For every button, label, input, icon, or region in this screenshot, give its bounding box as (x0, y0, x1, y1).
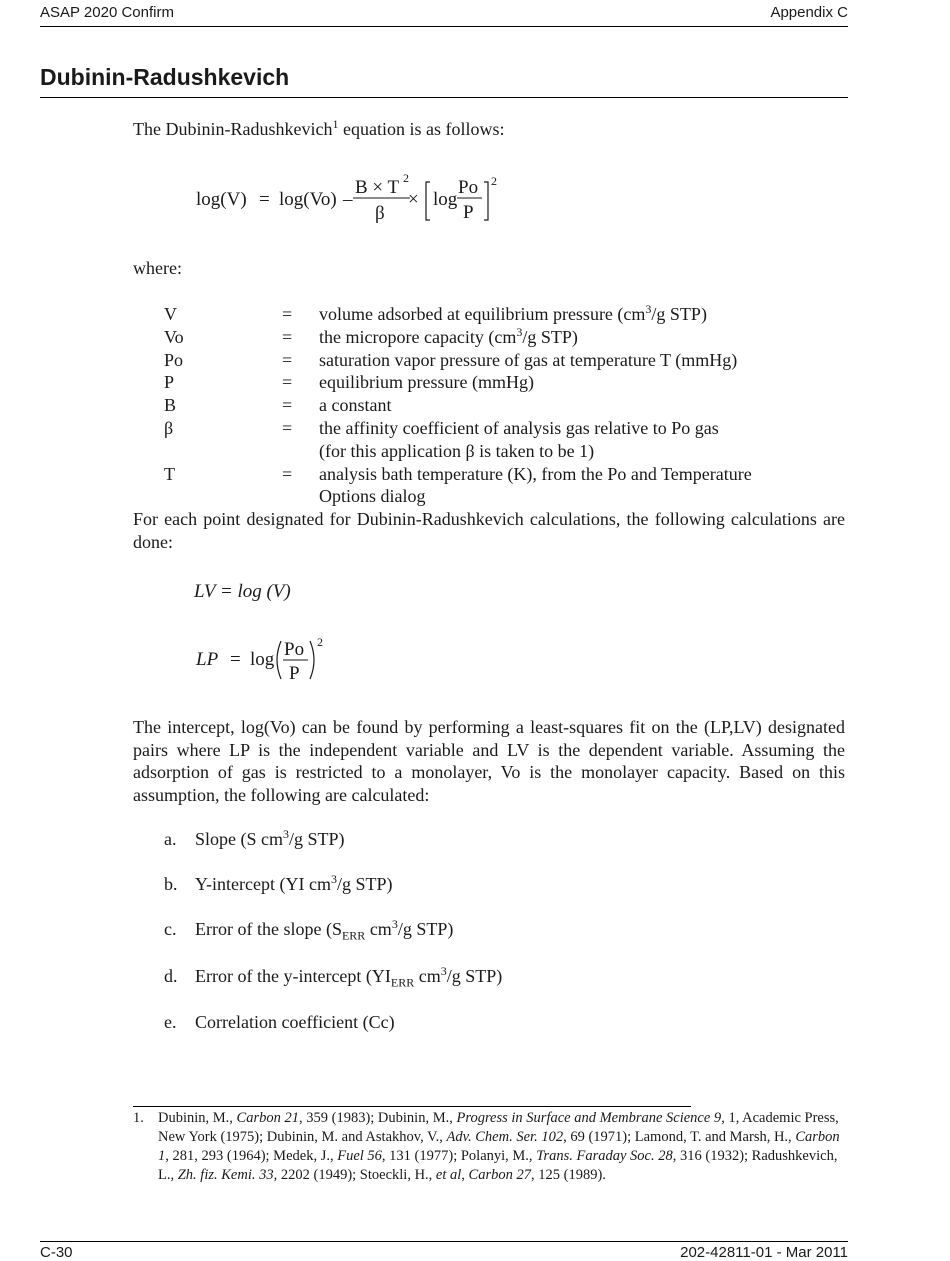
eq-frac-numerator: B × T (355, 177, 400, 198)
running-header-title: ASAP 2020 Confirm (40, 4, 174, 21)
definition-equals: = (282, 304, 293, 324)
list-item: a. Slope (S $cm^3/g$ STP) (164, 827, 345, 849)
definition-row (164, 371, 854, 394)
definition-symbol: T (164, 463, 175, 484)
eq-outer-exponent: 2 (491, 174, 497, 188)
eq-inner-denominator: P (463, 202, 474, 223)
citation-text: , 2202 (1949); Stoeckli, H., (273, 1167, 436, 1183)
title-rule (40, 97, 848, 98)
where-label: where: (133, 258, 182, 278)
lp-equals: = (230, 649, 241, 670)
eq-equals: = (259, 189, 270, 210)
lv-equation: LV = log (V) (194, 581, 291, 602)
definition-symbol: Vo (164, 326, 184, 347)
eq-lhs: log(V) (196, 189, 247, 210)
lp-denominator: P (289, 663, 300, 684)
definition-text: equilibrium pressure (mmHg) (319, 372, 534, 393)
intro-text: The Dubinin-Radushkevich (133, 119, 333, 139)
definition-text: saturation vapor pressure of gas at temperature T (mmHg) (319, 349, 738, 370)
citation-title: Trans. Faraday Soc. 28 (536, 1148, 673, 1164)
eq-right-bracket (484, 182, 488, 220)
citation-text: , 1, Academic Press, New York (1975); Dubinin, M. and Astakhov, V., (158, 1110, 839, 1145)
lp-lhs: LP (196, 649, 219, 670)
definition-text: volume adsorbed at equilibrium pressure ($cm^3/g$ STP) (319, 302, 707, 324)
eq-frac-denominator: β (375, 203, 385, 224)
footnote-rule (133, 1106, 691, 1107)
calculations-intro: For each point designated for Dubinin-Radushkevich calculations, the following calculations are done: (133, 509, 845, 552)
intro-text-end: equation is as follows: (338, 119, 505, 139)
definition-row (164, 463, 854, 509)
definition-equals: = (282, 463, 293, 484)
footnote (133, 1109, 845, 1185)
definitions-list (164, 303, 854, 508)
definition-equals: = (282, 326, 293, 347)
eq-left-bracket (426, 182, 430, 220)
lp-left-paren (277, 641, 281, 679)
definition-equals: = (282, 395, 293, 416)
citation-text: , 69 (1971); Lamond, T. and Marsh, H., (563, 1129, 796, 1145)
definition-text: analysis bath temperature (K), from the Po and Temperature Options dialog (319, 463, 752, 507)
list-item: d. Error of the y-intercept ($YI_{ERR}$ $cm^3/g$ STP) (164, 964, 503, 990)
citation-title: Progress in Surface and Membrane Science 9 (456, 1110, 722, 1126)
eq-inner-numerator: Po (458, 177, 479, 198)
definition-symbol: Po (164, 349, 184, 370)
eq-log-vo: log(Vo) (279, 189, 337, 210)
eq-log-word: log (433, 189, 458, 210)
eq-times: × (408, 189, 419, 210)
citation-text: , 131 (1977); Polanyi, M., (381, 1148, 537, 1164)
citation-title: Carbon 21 (236, 1110, 299, 1126)
citation-text: , (461, 1167, 469, 1183)
definition-row (164, 394, 854, 417)
header-rule (40, 26, 848, 27)
citation-text: , 359 (1983); Dubinin, M., (299, 1110, 457, 1126)
definition-row (164, 417, 854, 463)
definition-text: the affinity coefficient of analysis gas relative to Po gas (for this application β is taken to be 1) (319, 417, 719, 461)
definition-equals: = (282, 372, 293, 393)
footer-rule (40, 1241, 848, 1242)
citation-title: Carbon 27 (468, 1167, 531, 1183)
definition-text: a constant (319, 395, 392, 416)
citation-title: et al (435, 1167, 462, 1183)
citation-text: , 281, 293 (1964); Medek, J., (165, 1148, 338, 1164)
dubinin-radushkevich-equation (190, 168, 520, 230)
citation-title: Fuel 56 (337, 1148, 382, 1164)
citation-text: Dubinin, M., (158, 1110, 237, 1126)
section-title: Dubinin-Radushkevich (40, 64, 290, 90)
list-item: b. Y-intercept (YI $cm^3/g$ STP) (164, 872, 393, 894)
intro-sentence (133, 118, 845, 141)
lp-right-paren (310, 641, 314, 679)
lp-equation (190, 632, 340, 686)
intercept-paragraph: The intercept, log(Vo) can be found by performing a least-squares fit on the (LP,LV) designated pairs where LP is the independent variable and LV is the dependent variable. Assuming the adsorption of gas is restricted to a monolayer, Vo is the monolayer capacity. Based on this assumption, the following are calculated: (133, 717, 845, 805)
lp-log-word: log (250, 649, 275, 670)
document-id: 202-42811-01 - Mar 2011 (680, 1244, 848, 1261)
page-number: C-30 (40, 1244, 73, 1261)
list-item: e. Correlation coefficient (Cc) (164, 1012, 395, 1032)
citation-title: Zh. fiz. Kemi. 33 (177, 1167, 274, 1183)
footnote-text (158, 1109, 845, 1185)
eq-frac-numerator-exp: 2 (403, 171, 409, 185)
citation-title: Adv. Chem. Ser. 102 (446, 1129, 564, 1145)
lp-exponent: 2 (317, 635, 323, 649)
definition-symbol: V (164, 304, 177, 324)
citation-title: Carbon 1 (158, 1129, 840, 1164)
list-item: c. Error of the slope ($S_{ERR}$ $cm^3/g$ STP) (164, 917, 454, 943)
definition-symbol: P (164, 372, 175, 393)
eq-minus: – (343, 189, 353, 210)
definition-row (164, 349, 854, 372)
footnote-reference: 1 (332, 117, 339, 131)
running-header-section: Appendix C (770, 4, 848, 21)
definition-row (164, 303, 854, 326)
definition-symbol: B (164, 395, 177, 416)
definition-equals: = (282, 349, 293, 370)
citation-text: , 316 (1932); Radushkevich, L., (158, 1148, 838, 1183)
definition-row (164, 326, 854, 349)
definition-equals: = (282, 417, 293, 438)
definition-symbol: β (164, 417, 174, 438)
lp-numerator: Po (284, 639, 305, 660)
footnote-number: 1. (133, 1110, 144, 1126)
definition-text: the micropore capacity ($cm^3/g$ STP) (319, 324, 578, 347)
citation-text: , 125 (1989). (531, 1167, 606, 1183)
